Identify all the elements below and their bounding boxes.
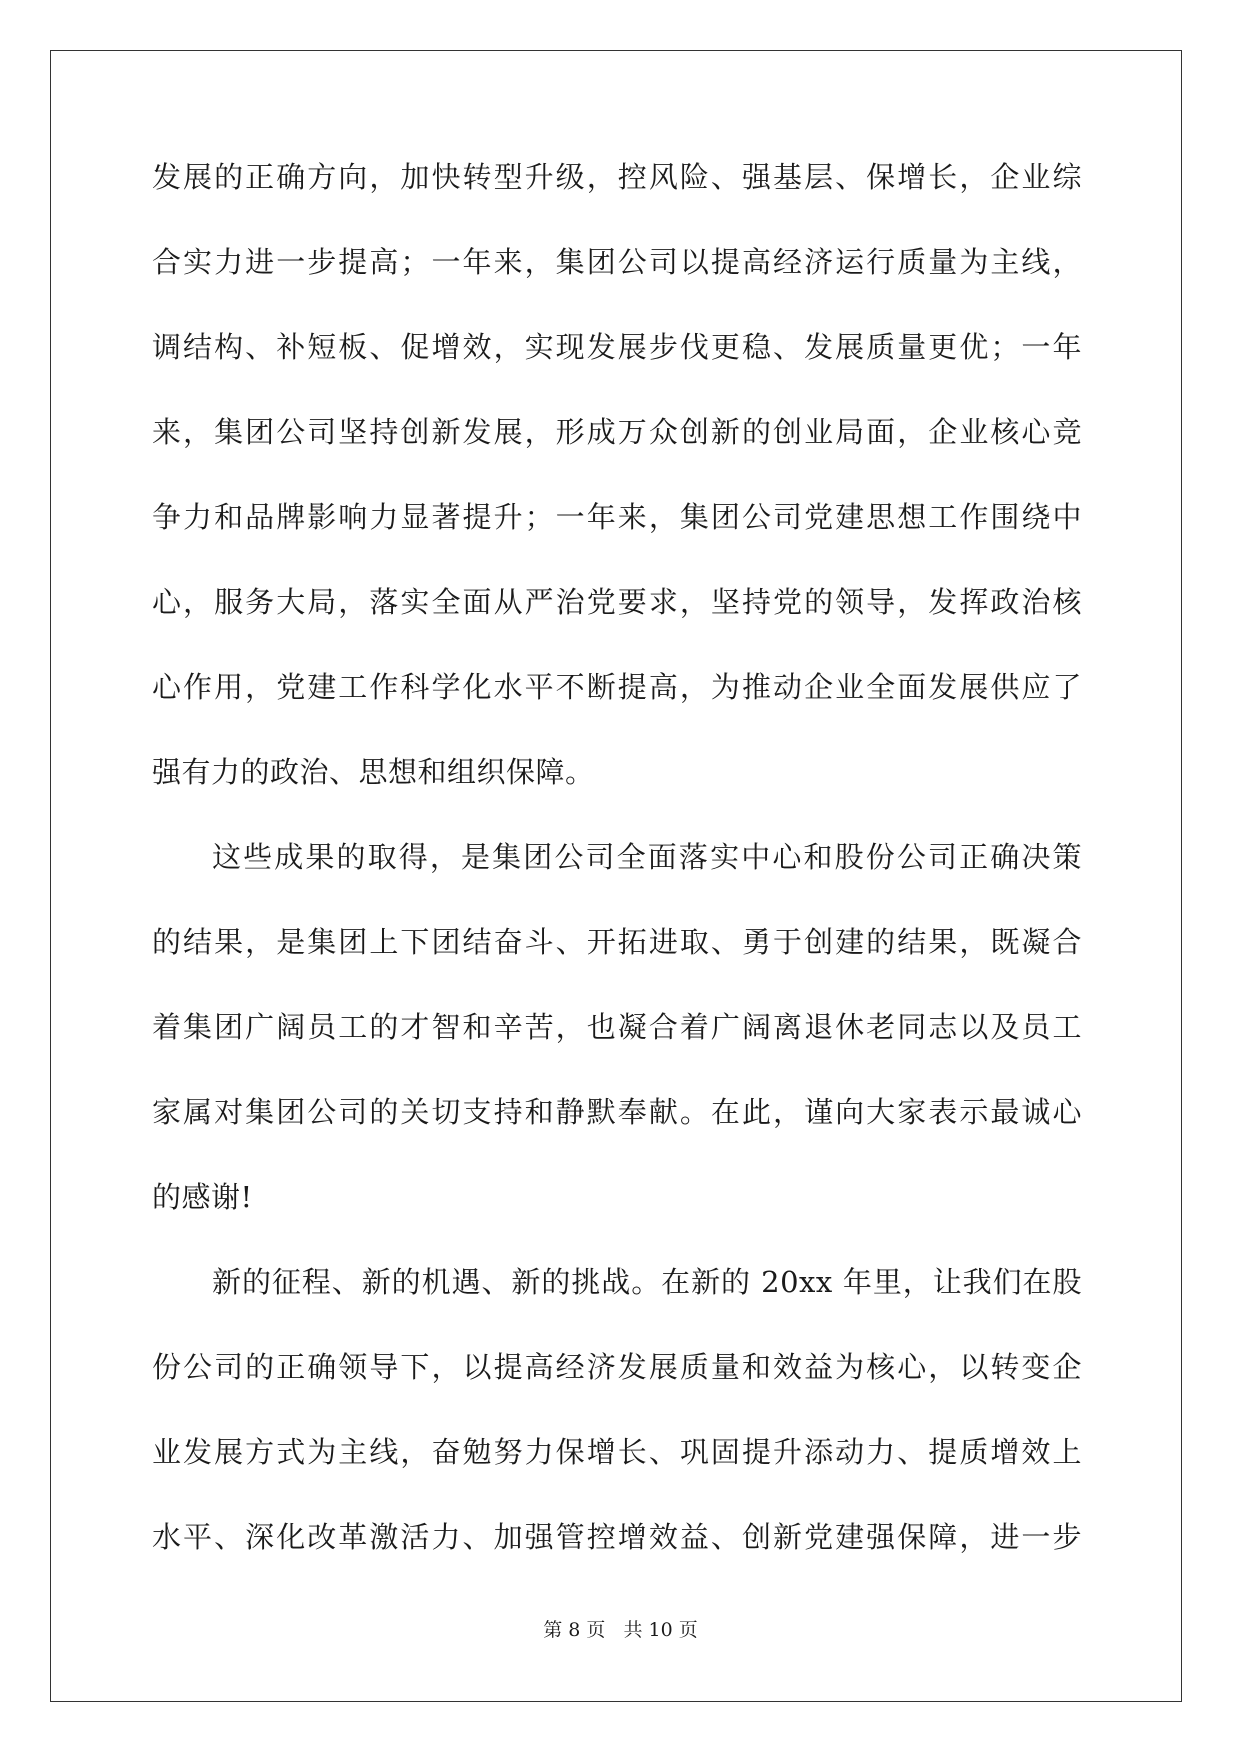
text-line: 来，集团公司坚持创新发展，形成万众创新的创业局面，企业核心竞	[152, 415, 1082, 449]
paragraph-first-line: 这些成果的取得，是集团公司全面落实中心和股份公司正确决策	[212, 840, 1082, 874]
document-body	[152, 152, 1082, 1597]
text-line: 着集团广阔员工的才智和辛苦，也凝合着广阔离退休老同志以及员工	[152, 1010, 1082, 1044]
text-line: 心作用，党建工作科学化水平不断提高，为推动企业全面发展供应了	[152, 670, 1082, 704]
text-line: 调结构、补短板、促增效，实现发展步伐更稳、发展质量更优；一年	[152, 330, 1082, 364]
paragraph-first-line: 新的征程、新的机遇、新的挑战。在新的 20xx 年里，让我们在股	[212, 1265, 1082, 1299]
text-line: 家属对集团公司的关切支持和静默奉献。在此，谨向大家表示最诚心	[152, 1095, 1082, 1129]
text-line: 份公司的正确领导下，以提高经济发展质量和效益为核心，以转变企	[152, 1350, 1082, 1384]
page-number: 第 8 页	[543, 1619, 606, 1641]
text-line: 的感谢!	[152, 1180, 253, 1214]
text-line: 强有力的政治、思想和组织保障。	[152, 755, 595, 789]
text-line: 合实力进一步提高；一年来，集团公司以提高经济运行质量为主线，	[152, 245, 1082, 279]
text-line: 水平、深化改革激活力、加强管控增效益、创新党建强保障，进一步	[152, 1520, 1082, 1554]
text-line: 心，服务大局，落实全面从严治党要求，坚持党的领导，发挥政治核	[152, 585, 1082, 619]
text-line: 发展的正确方向，加快转型升级，控风险、强基层、保增长，企业综	[152, 160, 1082, 194]
text-line: 业发展方式为主线，奋勉努力保增长、巩固提升添动力、提质增效上	[152, 1435, 1082, 1469]
page-total: 共 10 页	[623, 1619, 698, 1641]
page-footer	[0, 1618, 1241, 1642]
text-line: 争力和品牌影响力显著提升；一年来，集团公司党建思想工作围绕中	[152, 500, 1082, 534]
text-line: 的结果，是集团上下团结奋斗、开拓进取、勇于创建的结果，既凝合	[152, 925, 1082, 959]
